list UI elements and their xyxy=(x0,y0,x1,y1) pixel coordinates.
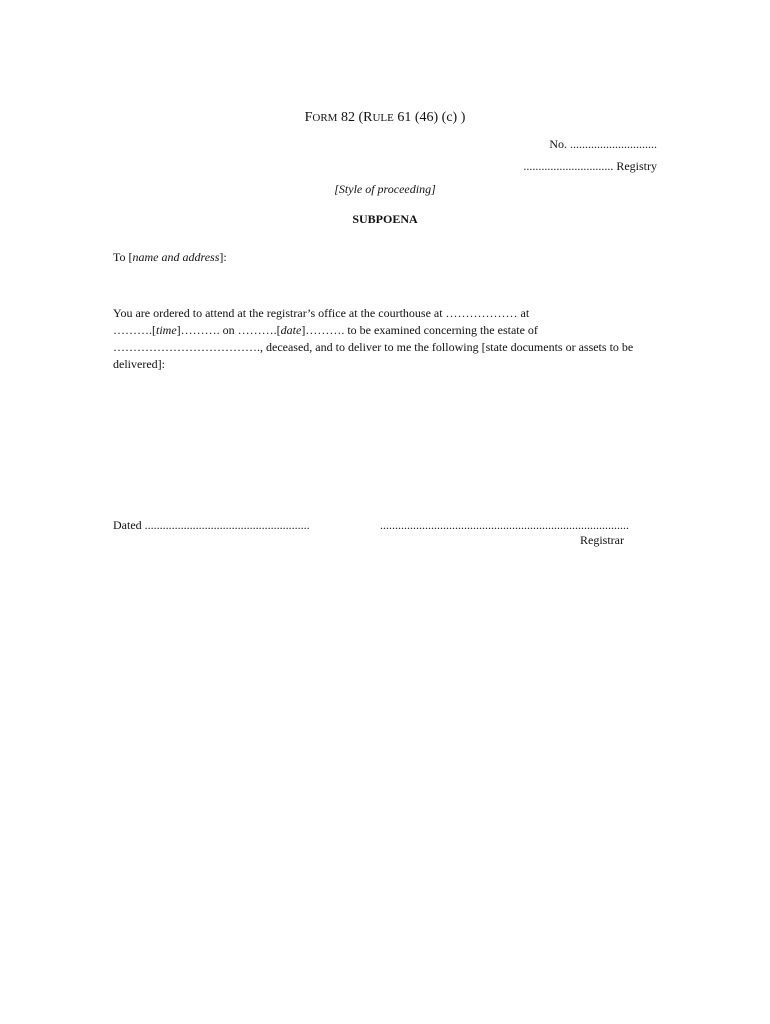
body-line-2-b: ]………. on ……….[ xyxy=(176,323,281,337)
date-placeholder: date xyxy=(280,323,302,337)
title-prefix: F xyxy=(304,110,313,125)
document-heading: SUBPOENA xyxy=(352,212,418,226)
style-of-proceeding: [Style of proceeding] xyxy=(334,182,436,196)
addressee-placeholder: name and address xyxy=(132,250,220,264)
form-title xyxy=(0,110,770,126)
body-line-4: delivered]: xyxy=(113,357,165,371)
addressee-suffix: ]: xyxy=(219,250,227,264)
signature-line: ................................................................................... xyxy=(380,518,629,532)
body-line-2 xyxy=(113,322,663,339)
title-form-smallcaps: ORM xyxy=(312,112,338,124)
file-number-line: No. ............................. xyxy=(549,137,657,151)
time-placeholder: time xyxy=(156,323,177,337)
title-mid: 82 (R xyxy=(337,110,373,125)
body-line-1: You are ordered to attend at the registrar’s office at the courthouse at ……………… at xyxy=(113,306,530,320)
body-line-2-a: ……….[ xyxy=(113,323,156,337)
dated-line: Dated ....................................................... xyxy=(113,518,310,532)
addressee-line xyxy=(113,250,227,265)
body-line-2-c: ]………. to be examined concerning the estate of xyxy=(301,323,538,337)
subpoena-body xyxy=(113,305,663,373)
title-suffix: 61 (46) (c) ) xyxy=(393,110,466,125)
addressee-prefix: To [ xyxy=(113,250,133,264)
registry-line: .............................. Registry xyxy=(523,159,657,173)
title-rule-smallcaps: ULE xyxy=(372,112,394,124)
registrar-label: Registrar xyxy=(580,533,624,547)
body-line-3: ………………………………., deceased, and to deliver to me the following [state documents or assets to be xyxy=(113,340,634,354)
